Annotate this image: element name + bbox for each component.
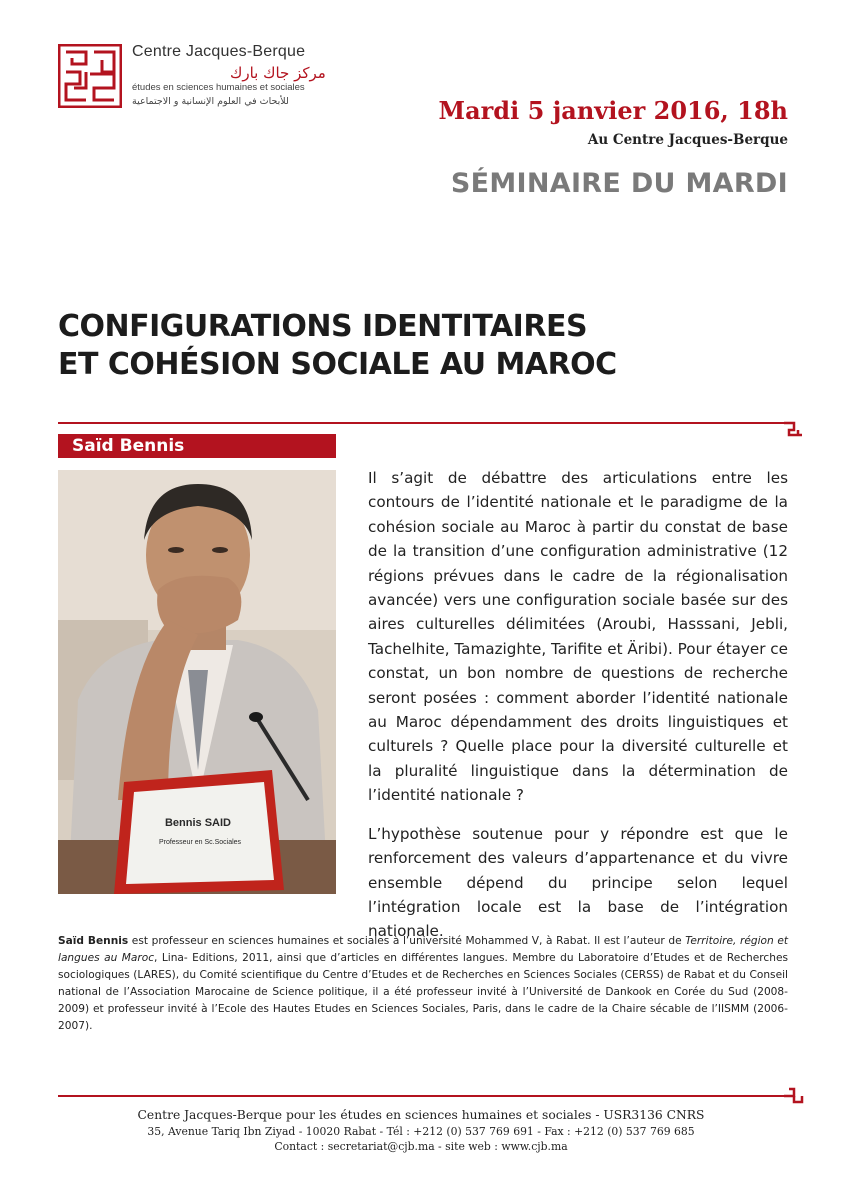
footer [0,1108,842,1153]
event-venue: Au Centre Jacques-Berque [587,132,788,148]
placard-role: Professeur en Sc.Sociales [158,839,242,846]
footer-contact: Contact : secretariat@cjb.ma - site web : www.cjb.ma [274,1140,568,1153]
divider-bottom [58,1095,786,1097]
speaker-photo [58,470,336,894]
speaker-bio [58,933,788,1035]
seminar-title-line2: ET COHÉSION SOCIALE AU MAROC [58,347,617,382]
org-name-ar: مركز جاك بارك [230,64,326,82]
abstract-paragraph-2: L’hypothèse soutenue pour y répondre est que le renforcement des valeurs d’appartenance et du vivre ensemble dépend du principe selon lequel l’intégration locale est la base de l’intégration nationale. [368,824,788,941]
rule-hook-icon [784,419,806,441]
bio-book-title: Territoire, région et langues au Maroc [58,935,788,964]
org-subtitle-ar: للأبحاث في العلوم الإنسانية و الاجتماعية [132,96,289,107]
abstract [368,466,788,958]
footer-address: 35, Avenue Tariq Ibn Ziyad - 10020 Rabat - Tél : +212 (0) 537 769 691 - Fax : +212 (0) 537 769 685 [147,1125,695,1138]
divider-top [58,422,786,424]
org-name-fr: Centre Jacques-Berque [132,43,306,60]
seminar-title [58,308,758,384]
bio-text-1: est professeur en sciences humaines et sociales à l’université Mohammed V, à Rabat. Il est l’auteur de [128,935,686,947]
series-title: SÉMINAIRE DU MARDI [450,168,788,199]
footer-institution: Centre Jacques-Berque pour les études en sciences humaines et sociales - USR3136 CNRS [137,1108,705,1122]
org-subtitle-fr: études en sciences humaines et sociales [132,82,305,93]
bio-speaker-name: Saïd Bennis [58,935,129,947]
placard-name: Bennis SAID [164,817,232,829]
bio-text-2: , Lina- Editions, 2011, ainsi que d’articles en différentes langues. Membre du Laboratoire d’Etudes et de Recherches sociologiques (LARES), du Comité scientifique du Centre d’Etudes et de Recherches en Sciences Sociales (CERSS) de Rabat et du Conseil national de l’Association Marocaine de Science politique, il a été professeur invité à l’Université de Dankook en Corée du Sud (2008-2009) et professeur invité à l’Ecole des Hautes Etudes en Sciences Sociales, Paris, dans le cadre de la Chaire sécable de l’IISMM (2006-2007). [58,952,788,1032]
cjb-logo-icon [58,44,122,108]
seminar-title-line1: CONFIGURATIONS IDENTITAIRES [58,309,588,344]
abstract-paragraph-1: Il s’agit de débattre des articulations entre les contours de l’identité nationale et le paradigme de la cohésion sociale au Maroc à partir du constat de base de la transition d’une configuration administrative (12 régions prévues dans le cadre de la régionalisation avancée) vers une configuration sociale basée sur des aires culturelles délimitées (Aroubi, Hasssani, Jebli, Tachelhite, Tamazighte, Tarifite et Äribi). Pour étayer ce constat, un bon nombre de questions de recherche seront posées : comment aborder l’identité nationale au Maroc dépendamment des droits linguistiques et culturels ? Quelle place pour la diversité culturelle et la pluralité linguistique dans la détermination de l’identité nationale ? [368,469,788,805]
speaker-name-tag: Saïd Bennis [58,434,336,458]
rule-hook-icon [784,1086,806,1108]
event-date: Mardi 5 janvier 2016, 18h [438,96,788,125]
